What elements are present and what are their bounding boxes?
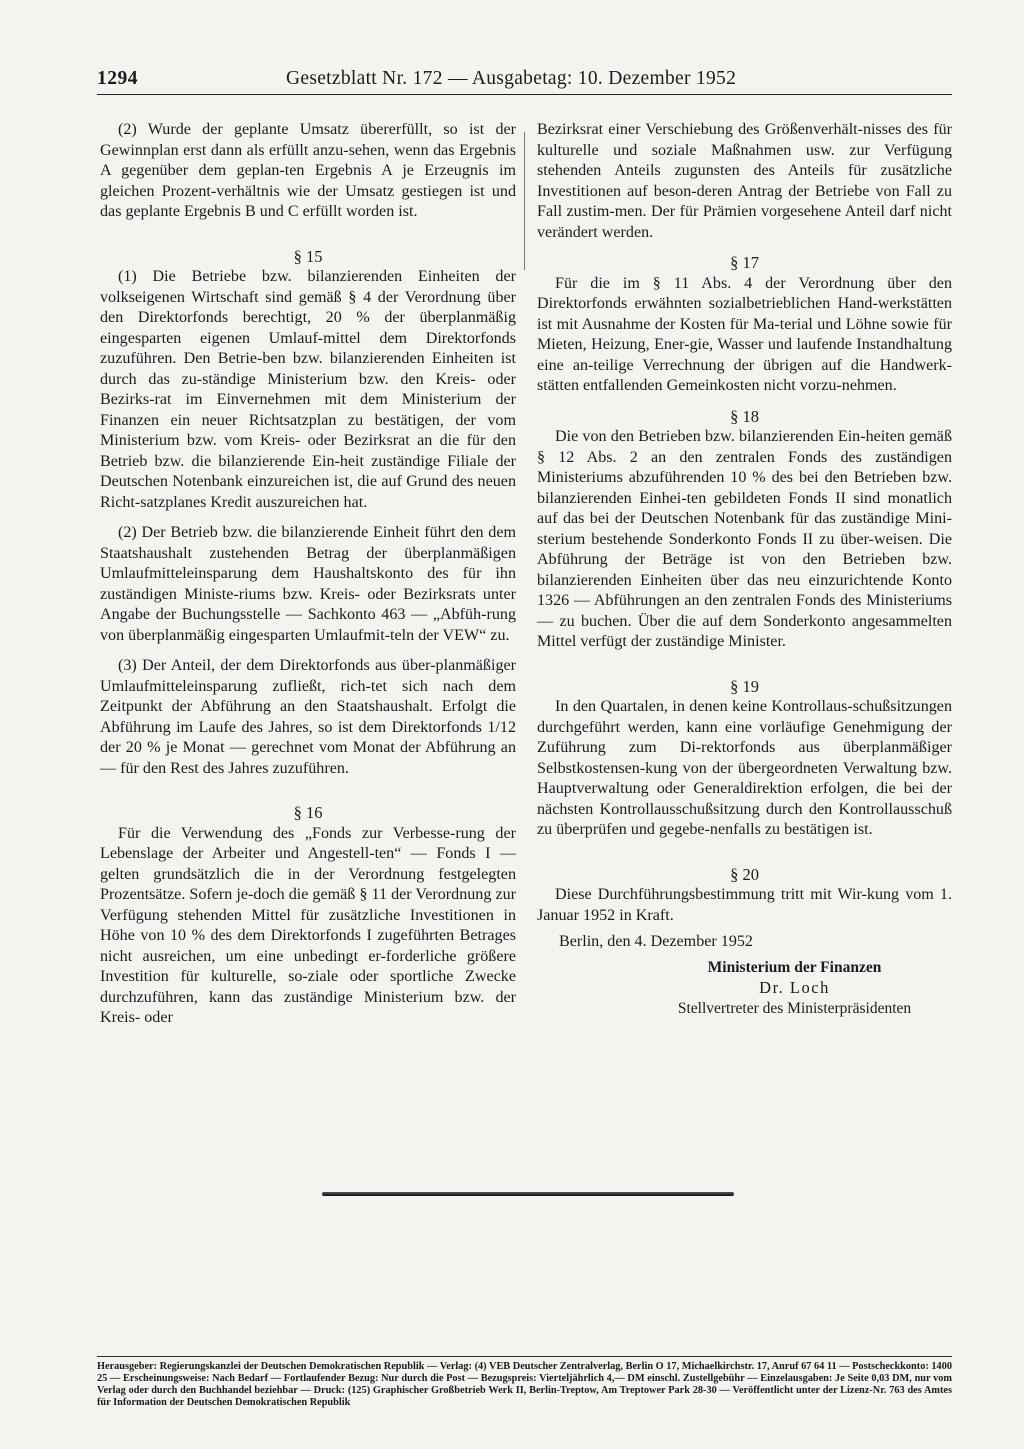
section-heading-20: § 20 [730,864,759,884]
section-heading-18: § 18 [730,406,759,426]
page-number: 1294 [97,68,138,89]
paragraph-s19-1: In den Quartalen, in denen keine Kontrollaus-schußsitzungen durchgeführt werden, kann eine vorläufige Genehmigung der Zuführung zum Di-rektorfonds aus überplanmäßiger Selbstkostensen-kung von der übergeordneten Verwaltung bzw. Hauptverwaltung oder Generaldirektion erfolgen, die bei der nächsten Kontrollausschußsitzung durch den Kontrollausschuß zu überprüfen und gegebe-nenfalls zu bestätigen ist. [537,698,952,838]
page-header [97,66,952,95]
section-heading-19: § 19 [730,676,759,696]
paragraph-s14-2: (2) Wurde der geplante Umsatz übererfüllt, so ist der Gewinnplan erst dann als erfüllt anzu-sehen, wenn das Ergebnis A gegenüber dem geplan-ten Ergebnis A je Erzeugnis im gleichen Prozent-verhältnis wie der Umsatz gestiegen ist und das geplante Ergebnis B und C erfüllt worden ist. [100,121,516,220]
signer-name: Dr. Loch [759,978,830,997]
paragraph-s16-cont: Bezirksrat einer Verschiebung des Größenverhält-nisses des für kulturelle und soziale Maßnahmen usw. zur Verfügung stehenden Anteils zugunsten des Anteils für zusätzliche Investitionen auf beson-deren Antrag der Betriebe von Fall zu Fall zustim-men. Der für Prämien vorgesehene Anteil darf nicht verändert werden. [537,121,952,241]
right-column [537,120,952,1019]
paragraph-s15-1: (1) Die Betriebe bzw. bilanzierenden Einheiten der volkseigenen Wirtschaft sind gemäß § 4 der Verordnung über den Direktorfonds berechtigt, 20 % der überplanmäßig eingesparten eigenen Umlauf-mittel dem Direktorfonds zuzuführen. Den Betrie-ben bzw. bilanzierenden Einheiten ist durch das zu-ständige Ministerium bzw. den Kreis- oder Bezirks-rat im Einvernehmen mit dem Ministerium der Finanzen ein neuer Richtsatzplan zu bestätigen, der vom Ministerium bzw. vom Kreis- oder Bezirksrat an die für den Betrieb bzw. die bilanzierende Ein-heit zuständige Filiale der Deutschen Notenbank einzureichen ist, die auf Grund des neuen Richt-satzplanes Kredit auszureichen hat. [100,268,516,511]
paragraph-s20-1: Diese Durchführungsbestimmung tritt mit Wir-kung vom 1. Januar 1952 in Kraft. [537,886,952,924]
left-column [100,120,516,1029]
section-heading-15: § 15 [293,246,323,266]
signer-title: Stellvertreter des Ministerpräsidenten [677,999,912,1017]
paragraph-s15-3: (3) Der Anteil, der dem Direktorfonds aus über-planmäßiger Umlaufmitteleinsparung zufließt, rich-tet sich nach dem Zeitpunkt der Abführung an den Staatshaushalt. Erfolgt die Abführung im Laufe des Jahres, so ist dem Direktorfonds 1/12 der 20 % je Monat — gerechnet vom Monat der Abführung an — für den Rest des Jahres zuzuführen. [100,657,516,777]
place-date: Berlin, den 4. Dezember 1952 [559,933,753,950]
section-heading-16: § 16 [293,803,323,822]
imprint-footer: Herausgeber: Regierungskanzlei der Deutschen Demokratischen Republik — Verlag: (4) VEB Deutscher Zentralverlag, Berlin O 17, Michaelkirchstr. 17, Anruf 67 64 11 — Postscheckkonto: 1400 25 — Erscheinungsweise: Nach Bedarf — Fortlaufender Bezug: Nur durch die Post — Bezugspreis: Vierteljährlich 4,— DM einschl. Zustellgebühr — Einzelausgaben: Je Seite 0,03 DM, nur vom Verlag oder durch den Buchhandel beziehbar — Druck: (125) Graphischer Großbetrieb Werk II, Berlin-Treptow, Am Treptower Park 28-30 — Veröffentlicht unter der Lizenz-Nr. 763 des Amtes für Information der Deutschen Demokratischen Republik [97,1356,952,1409]
paragraph-s15-2: (2) Der Betrieb bzw. die bilanzierende Einheit führt den dem Staatshaushalt zustehenden Betrag der überplanmäßigen Umlaufmitteleinsparung dem Haushaltskonto des für ihn zuständigen Ministe-riums bzw. Kreis- oder Bezirksrats unter Angabe der Buchungsstelle — Sachkonto 463 — „Abfüh-rung von überplanmäßig eingesparten Umlaufmit-teln der VEW“ zu. [100,524,516,644]
ministry-name: Ministerium der Finanzen [707,958,882,976]
paragraph-s16-1: Für die Verwendung des „Fonds zur Verbesse-rung der Lebenslage der Arbeiter und Angestell-ten“ — Fonds I — gelten grundsätzlich die in der Verordnung festgelegten Prozentsätze. Sofern je-doch die gemäß § 11 der Verordnung zur Verfügung stehenden Mittel für zusätzliche Investitionen in Höhe von 10 % des dem Direktorfonds I zugeführten Betrages nicht ausreichen, um eine unbedingt er-forderliche größere Investition für kulturelle, so-ziale oder sportliche Zwecke durchzuführen, kann das zuständige Ministerium bzw. der Kreis- oder [100,824,516,1026]
section-heading-17: § 17 [730,253,759,272]
paragraph-s18-1: Die von den Betrieben bzw. bilanzierenden Ein-heiten gemäß § 12 Abs. 2 an den zentralen Fonds des zuständigen Ministeriums abzuführenden 10 % des bei den Betrieben bzw. bilanzierenden Einhei-ten gebildeten Fonds II sind monatlich auf das bei der Deutschen Notenbank für das zuständige Mini-sterium bestehende Sonderkonto Fonds II zu über-weisen. Die Abführung der Beträge ist von den Betrieben bzw. bilanzierenden Einheiten über das neu einzurichtende Konto 1326 — Abführungen an den zentralen Fonds des Ministeriums — zu buchen. Über die auf dem Sonderkonto angesammelten Mittel verfügt der zuständige Minister. [537,428,952,650]
column-divider [524,132,525,270]
gazette-title: Gesetzblatt Nr. 172 — Ausgabetag: 10. Dezember 1952 [286,68,737,89]
closing-rule [322,1192,734,1196]
paragraph-s17-1: Für die im § 11 Abs. 4 der Verordnung über den Direktorfonds erwähnten sozialbetrieblichen Hand-werkstätten ist mit Ausnahme der Kosten für Ma-terial und Löhne sowie für Mieten, Heizung, Ener-gie, Wasser und laufende Instandhaltung eine an-teilige Verrechnung der übrigen auf die Handwerk-stätten entfallenden Gemeinkosten nicht vorzu-nehmen. [537,274,952,394]
